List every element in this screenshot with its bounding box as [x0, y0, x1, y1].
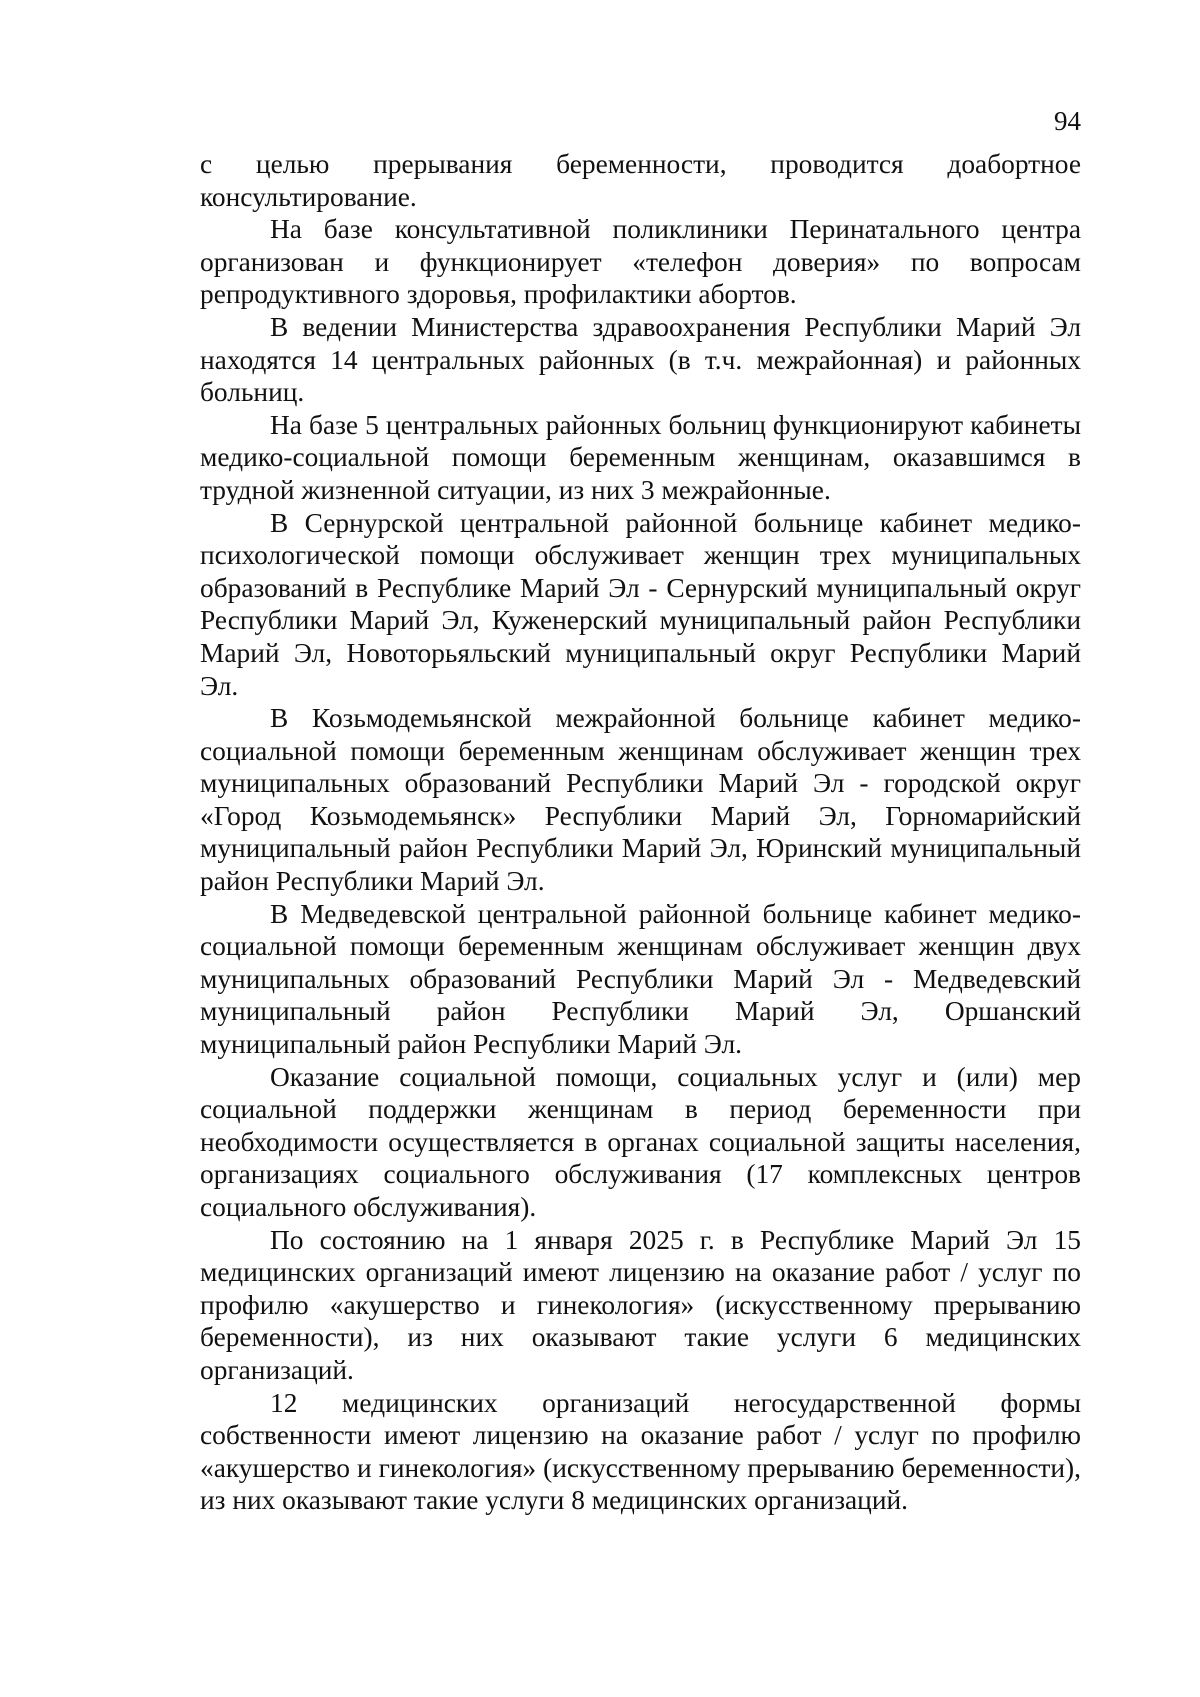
paragraph-4: На базе 5 центральных районных больниц функционируют кабинеты медико-социальной помощи беременным женщинам, оказавшимся в трудной жизненной ситуации, из них 3 межрайонные. [200, 409, 1081, 505]
paragraph-3: В ведении Министерства здравоохранения Республики Марий Эл находятся 14 центральных районных (в т.ч. межрайонная) и районных больниц. [200, 311, 1081, 408]
paragraph-9: По состоянию на 1 января 2025 г. в Республике Марий Эл 15 медицинских организаций имеют лицензию на оказание работ / услуг по профилю «акушерство и гинекология» (искусственному прерыванию беременности), из них оказывают такие услуги 6 медицинских организаций. [200, 1224, 1081, 1385]
paragraph-7: В Медведевской центральной районной больнице кабинет медико-социальной помощи беременным женщинам обслуживает женщин двух муниципальных образований Республики Марий Эл - Медведевский муниципальный район Республики Марий Эл, Оршанский муниципальный район Республики Марий Эл. [200, 898, 1081, 1060]
paragraph-8: Оказание социальной помощи, социальных услуг и (или) мер социальной поддержки женщинам в период беременности при необходимости осуществляется в органах социальной защиты населения, организациях социального обслуживания (17 комплексных центров социального обслуживания). [200, 1061, 1081, 1222]
paragraph-2: На базе консультативной поликлиники Перинатального центра организован и функционирует «телефон доверия» по вопросам репродуктивного здоровья, профилактики абортов. [200, 214, 1081, 310]
paragraph-10: 12 медицинских организаций негосударственной формы собственности имеют лицензию на оказание работ / услуг по профилю «акушерство и гинекология» (искусственному прерыванию беременности), из них оказывают такие услуги 8 медицинских организаций. [200, 1387, 1081, 1516]
page-number: 94 [1054, 106, 1081, 136]
paragraph-5: В Сернурской центральной районной больнице кабинет медико-психологической помощи обслуживает женщин трех муниципальных образований в Республике Марий Эл - Сернурский муниципальный округ Республики Марий Эл, Куженерский муниципальный район Республики Марий Эл, Новоторьяльский муниципальный округ Республики Марий Эл. [200, 507, 1081, 701]
body-text [200, 148, 1081, 1517]
paragraph-6: В Козьмодемьянской межрайонной больнице кабинет медико-социальной помощи беременным женщинам обслуживает женщин трех муниципальных образований Республики Марий Эл - городской округ «Город Козьмодемьянск» Республики Марий Эл, Горномарийский муниципальный район Республики Марий Эл, Юринский муниципальный район Республики Марий Эл. [200, 703, 1081, 897]
paragraph-1: с целью прерывания беременности, проводится доабортное консультирование. [200, 149, 1081, 212]
